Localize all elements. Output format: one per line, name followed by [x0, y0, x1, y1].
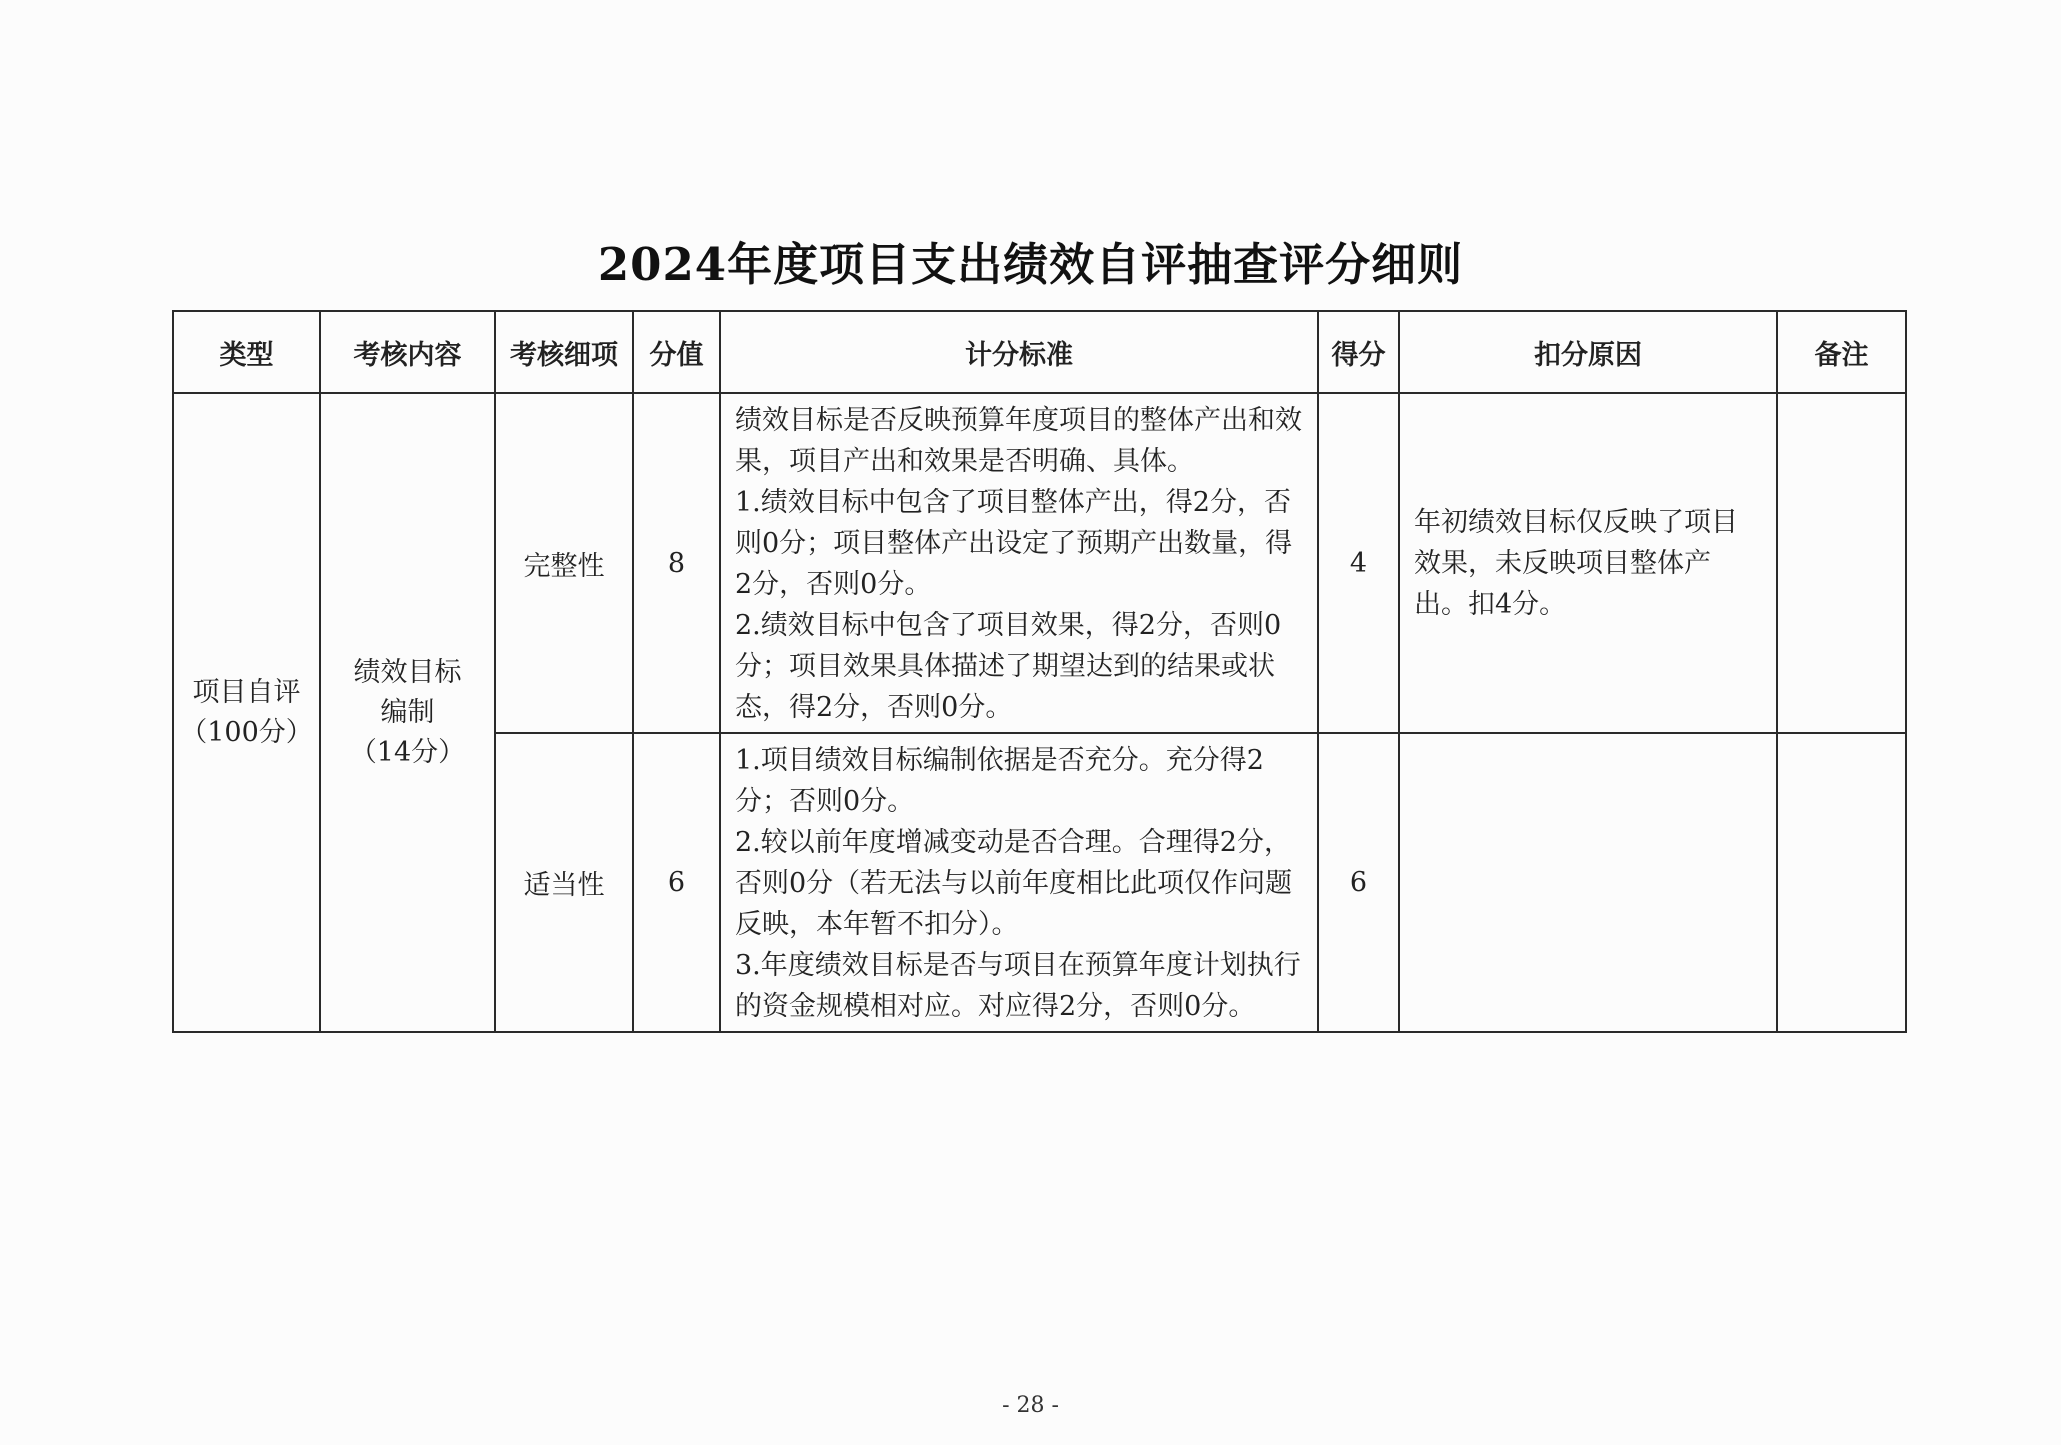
header-content: 考核内容	[320, 311, 495, 393]
criteria-text: 3.年度绩效目标是否与项目在预算年度计划执行的资金规模相对应。对应得2分，否则0分。	[735, 950, 1301, 1022]
content-line2: 编制	[380, 696, 435, 728]
item-cell: 适当性	[495, 733, 633, 1032]
criteria-text: 2.绩效目标中包含了项目效果，得2分，否则0分；项目效果具体描述了期望达到的结果或状态，得2分，否则0分。	[735, 610, 1282, 723]
category-line2: （100分）	[180, 716, 313, 748]
score-cell: 6	[1318, 733, 1399, 1032]
header-item: 考核细项	[495, 311, 633, 393]
reason-cell	[1399, 733, 1777, 1032]
header-score: 得分	[1318, 311, 1399, 393]
score-cell: 4	[1318, 393, 1399, 733]
criteria-cell	[720, 393, 1318, 733]
criteria-text: 1.项目绩效目标编制依据是否充分。充分得2分；否则0分。	[735, 745, 1264, 817]
header-value: 分值	[633, 311, 720, 393]
header-type: 类型	[173, 311, 320, 393]
table-header-row	[173, 311, 1906, 393]
note-cell	[1777, 733, 1906, 1032]
criteria-text: 绩效目标是否反映预算年度项目的整体产出和效果，项目产出和效果是否明确、具体。	[735, 405, 1302, 477]
category-cell	[173, 393, 320, 1032]
criteria-text: 1.绩效目标中包含了项目整体产出，得2分，否则0分；项目整体产出设定了预期产出数量，得2分，否则0分。	[735, 487, 1293, 600]
scoring-table	[172, 310, 1907, 1033]
content-cell	[320, 393, 495, 1032]
item-cell: 完整性	[495, 393, 633, 733]
content-line3: （14分）	[349, 736, 466, 768]
reason-cell: 年初绩效目标仅反映了项目效果，未反映项目整体产出。扣4分。	[1399, 393, 1777, 733]
header-note: 备注	[1777, 311, 1906, 393]
value-cell: 6	[633, 733, 720, 1032]
category-line1: 项目自评	[192, 676, 301, 708]
table-row	[173, 393, 1906, 733]
value-cell: 8	[633, 393, 720, 733]
criteria-text: 2.较以前年度增减变动是否合理。合理得2分，否则0分（若无法与以前年度相比此项仅作问题反映，本年暂不扣分）。	[735, 827, 1293, 940]
note-cell	[1777, 393, 1906, 733]
header-reason: 扣分原因	[1399, 311, 1777, 393]
page-number: - 28 -	[1002, 1393, 1059, 1418]
content-line1: 绩效目标	[353, 656, 462, 688]
document-title: 2024年度项目支出绩效自评抽查评分细则	[597, 238, 1464, 291]
header-criteria: 计分标准	[720, 311, 1318, 393]
criteria-cell	[720, 733, 1318, 1032]
